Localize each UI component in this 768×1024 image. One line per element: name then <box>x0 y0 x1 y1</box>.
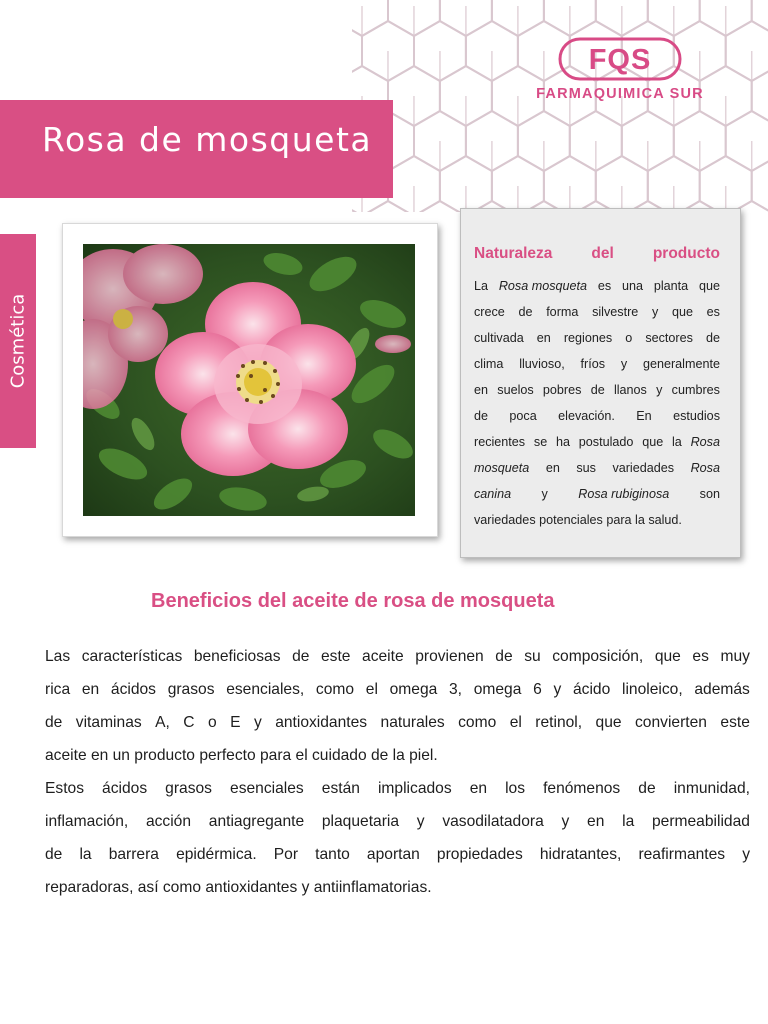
text-run: elevación. <box>558 409 615 423</box>
benefits-line: Estos ácidos grasos esenciales están implicados en los fenómenos de inmunidad, <box>45 780 750 797</box>
text-run: en <box>474 383 489 397</box>
product-nature-line <box>474 299 720 325</box>
product-nature-line <box>474 351 720 377</box>
product-nature-line <box>474 273 720 299</box>
text-run: cumbres <box>671 383 720 397</box>
text-run: de <box>705 331 720 345</box>
italic-species-name: Rosa <box>690 435 720 449</box>
text-run: estudios <box>673 409 720 423</box>
fqs-logo-mark <box>558 36 682 82</box>
text-run: son <box>699 487 720 501</box>
product-nature-title-word: del <box>591 245 614 262</box>
text-run: clima <box>474 357 504 371</box>
benefits-line: rica en ácidos grasos esenciales, como el omega 3, omega 6 y ácido linoleico, además <box>45 681 750 698</box>
product-nature-title-word: producto <box>652 245 720 262</box>
benefits-line: de la barrera epidérmica. Por tanto aportan propiedades hidratantes, reafirmantes y <box>45 846 750 863</box>
product-nature-line <box>474 377 720 403</box>
text-run: cultivada <box>474 331 524 345</box>
text-run: generalmente <box>642 357 720 371</box>
text-run: o <box>625 331 633 345</box>
benefits-line: reparadoras, así como antioxidantes y antiinflamatorias. <box>45 879 432 896</box>
benefits-line: inflamación, acción antiagregante plaquetaria y vasodilatadora y en la permeabilidad <box>45 813 750 830</box>
text-run: regiones <box>563 331 613 345</box>
text-run: postulado <box>578 435 634 449</box>
product-nature-line <box>474 507 720 533</box>
product-nature-line <box>474 429 720 455</box>
product-nature-text <box>474 273 720 533</box>
text-run: ha <box>555 435 570 449</box>
text-run: La <box>474 279 489 293</box>
italic-species-name: mosqueta <box>474 461 530 475</box>
product-nature-title <box>474 245 720 263</box>
text-run: recientes <box>474 435 526 449</box>
italic-species-name: Rosa mosqueta <box>498 279 588 293</box>
text-run: suelos <box>497 383 534 397</box>
text-run: es <box>706 305 720 319</box>
hexagon-pattern-decoration <box>352 0 768 212</box>
photo-frame <box>62 223 438 537</box>
italic-species-name: Rosa rubiginosa <box>578 487 670 501</box>
text-run: una <box>621 279 643 293</box>
text-run: la <box>671 435 682 449</box>
text-run: pobres <box>542 383 582 397</box>
benefits-line: Las características beneficiosas de este aceite provienen de su composición, que es muy <box>45 648 750 665</box>
text-run: sectores <box>645 331 693 345</box>
product-nature-line <box>474 481 720 507</box>
text-run: y <box>651 305 659 319</box>
text-run: de <box>474 409 489 423</box>
product-nature-line <box>474 455 720 481</box>
benefits-text <box>45 640 750 904</box>
text-run: que <box>671 305 693 319</box>
text-run: planta <box>653 279 689 293</box>
text-run: lluvioso, <box>519 357 565 371</box>
text-run: llanos <box>613 383 647 397</box>
benefits-line: de vitaminas A, C o E y antioxidantes naturales como el retinol, que convierten este <box>45 714 750 731</box>
rose-photo <box>83 244 415 516</box>
text-run: y <box>656 383 663 397</box>
brand-name: FARMAQUIMICA SUR <box>536 86 704 102</box>
italic-species-name: canina <box>474 487 512 501</box>
category-tab-label: Cosmética <box>7 293 29 389</box>
product-nature-box <box>460 208 741 558</box>
text-run: crece <box>474 305 505 319</box>
text-run: sus <box>576 461 596 475</box>
text-run: En <box>636 409 652 423</box>
product-nature-line <box>474 325 720 351</box>
italic-species-name: Rosa <box>690 461 720 475</box>
text-run: de <box>590 383 605 397</box>
benefits-heading: Beneficios del aceite de rosa de mosqueta <box>151 590 555 612</box>
text-run: en <box>545 461 560 475</box>
page-title: Rosa de mosqueta <box>42 120 373 159</box>
text-run: variedades <box>612 461 675 475</box>
text-run: y <box>541 487 548 501</box>
text-run: forma <box>546 305 579 319</box>
brand-logo <box>520 36 720 106</box>
logo-mark-text: FQS <box>588 44 652 76</box>
text-run: que <box>642 435 664 449</box>
text-run: es <box>597 279 612 293</box>
benefits-line: aceite en un producto perfecto para el cuidado de la piel. <box>45 747 438 764</box>
product-nature-line <box>474 403 720 429</box>
text-run: poca <box>509 409 537 423</box>
text-run: y <box>620 357 628 371</box>
text-run: silvestre <box>592 305 639 319</box>
text-run: fríos <box>580 357 606 371</box>
text-run: en <box>536 331 551 345</box>
text-run: que <box>698 279 720 293</box>
text-run: variedades potenciales para la salud. <box>474 513 682 527</box>
product-nature-title-word: Naturaleza <box>474 245 553 262</box>
text-run: de <box>518 305 533 319</box>
text-run: se <box>533 435 548 449</box>
